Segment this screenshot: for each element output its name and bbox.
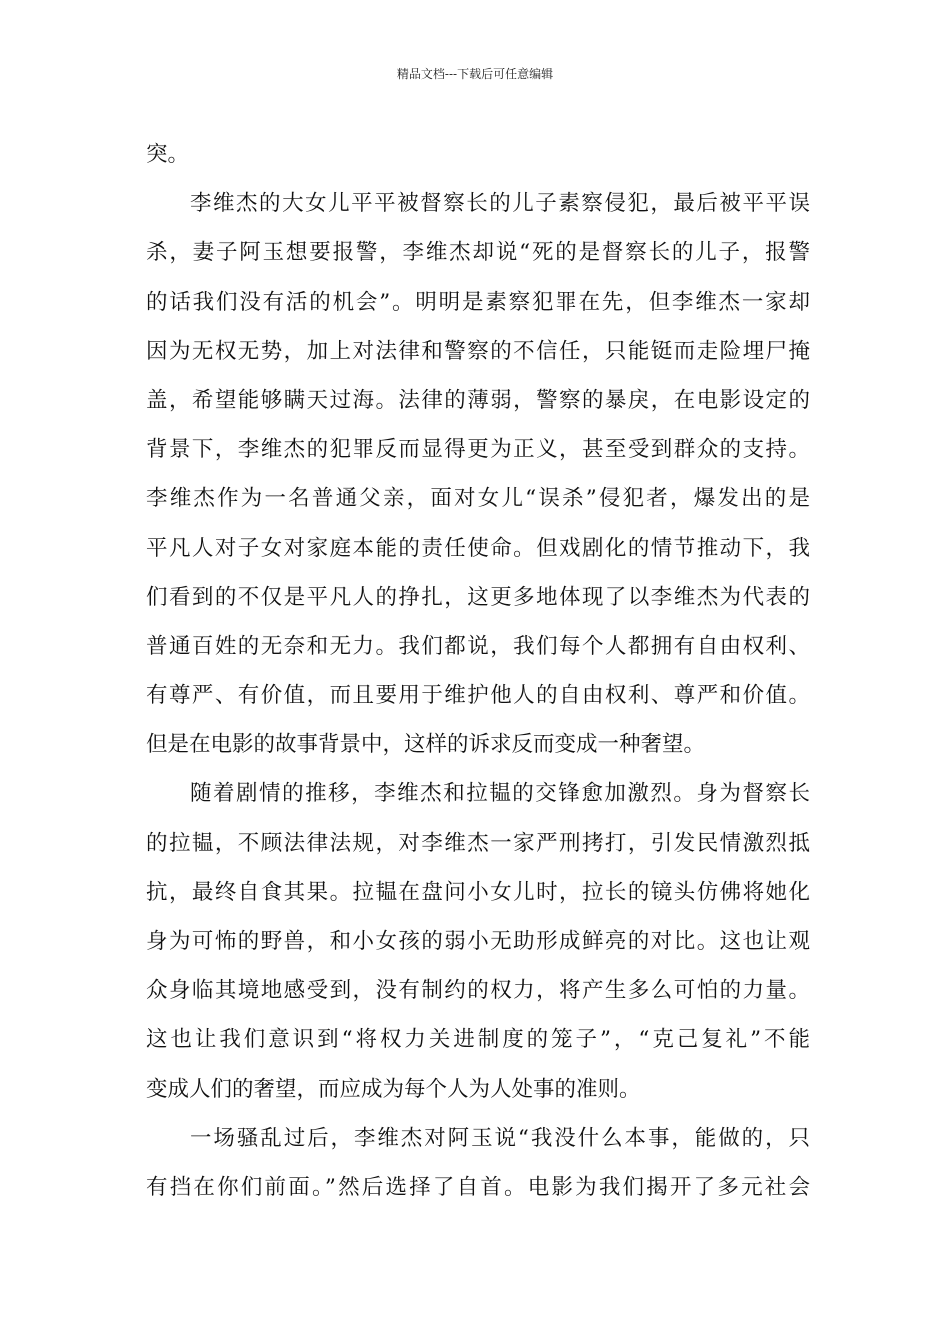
text-line: 的话我们没有活的机会”。明明是素察犯罪在先，但李维杰一家却 [146, 289, 810, 315]
text-line: 一场骚乱过后，李维杰对阿玉说“我没什么本事，能做的，只 [190, 1125, 810, 1151]
text-line: 这也让我们意识到“将权力关进制度的笼子”，“克己复礼”不能 [146, 1027, 810, 1053]
text-line: 盖，希望能够瞒天过海。法律的薄弱，警察的暴戾，在电影设定的 [146, 387, 810, 413]
text-line: 李维杰的大女儿平平被督察长的儿子素察侵犯，最后被平平误 [190, 191, 810, 217]
text-line: 众身临其境地感受到，没有制约的权力，将产生多么可怕的力量。 [146, 978, 810, 1004]
text-line: 但是在电影的故事背景中，这样的诉求反而变成一种奢望。 [146, 732, 706, 758]
text-line: 变成人们的奢望，而应成为每个人为人处事的准则。 [146, 1076, 641, 1102]
text-line: 有尊严、有价值，而且要用于维护他人的自由权利、尊严和价值。 [146, 683, 810, 709]
text-line: 平凡人对子女对家庭本能的责任使命。但戏剧化的情节推动下，我 [146, 535, 810, 561]
text-line: 们看到的不仅是平凡人的挣扎，这更多地体现了以李维杰为代表的 [146, 584, 810, 610]
text-line: 身为可怖的野兽，和小女孩的弱小无助形成鲜亮的对比。这也让观 [146, 929, 810, 954]
text-line: 随着剧情的推移，李维杰和拉韫的交锋愈加激烈。身为督察长 [190, 781, 810, 807]
body-text [146, 130, 810, 1212]
text-line: 杀，妻子阿玉想要报警，李维杰却说“死的是督察长的儿子，报警 [146, 240, 810, 266]
text-line: 背景下，李维杰的犯罪反而显得更为正义，甚至受到群众的支持。 [146, 437, 810, 463]
text-line: 李维杰作为一名普通父亲，面对女儿“误杀”侵犯者，爆发出的是 [146, 486, 810, 512]
text-line: 突。 [146, 142, 190, 167]
text-line: 普通百姓的无奈和无力。我们都说，我们每个人都拥有自由权利、 [146, 633, 810, 659]
text-line: 有挡在你们前面。”然后选择了自首。电影为我们揭开了多元社会 [146, 1174, 810, 1200]
text-line: 因为无权无势，加上对法律和警察的不信任，只能铤而走险埋尸掩 [146, 338, 810, 364]
text-line: 抗，最终自食其果。拉韫在盘问小女儿时，拉长的镜头仿佛将她化 [146, 879, 810, 905]
page-header: 精品文档---下载后可任意编辑 [396, 67, 554, 81]
text-line: 的拉韫，不顾法律法规，对李维杰一家严刑拷打，引发民情激烈抵 [146, 830, 810, 856]
